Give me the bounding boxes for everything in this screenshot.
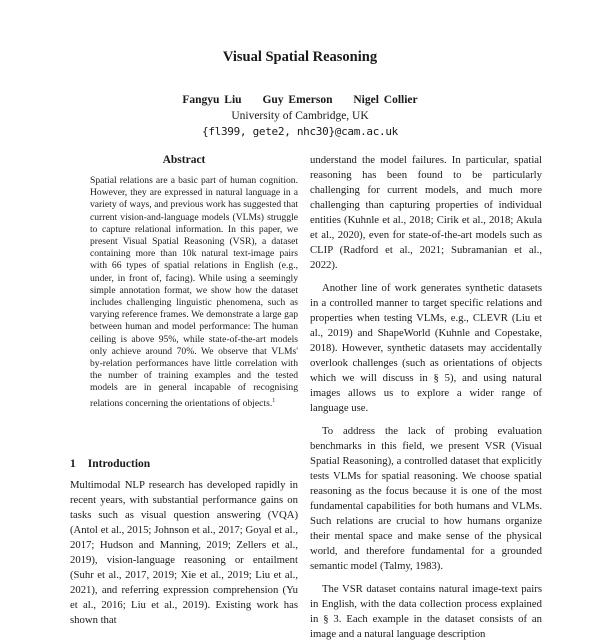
- author-name: Fangyu Liu: [182, 94, 242, 106]
- section-heading-introduction: [70, 458, 298, 470]
- footnote-mark: 1: [272, 397, 276, 404]
- section-title: Introduction: [87, 458, 151, 470]
- author-name: Guy Emerson: [262, 94, 333, 106]
- abstract-body: [90, 175, 298, 410]
- paragraph: The VSR dataset contains natural image-text pairs in English, with the data collection process explained in § 3. Each example in the dataset consists of an image and a natural language description: [310, 583, 542, 640]
- introduction-left-column: [70, 478, 298, 628]
- author-list: [0, 94, 600, 106]
- abstract-text: Spatial relations are a basic part of human cognition. However, they are expressed in natural language in a variety of ways, and previous work has suggested that current vision-and-language models (VLMs) struggle to capture relational information. In this paper, we present Visual Spatial Reasoning (VSR), a dataset containing more than 10k natural text-image pairs with 66 types of spatial relations in English (e.g., under, in front of, facing). While using a seemingly simple annotation format, we show how the dataset includes challenging linguistic phenomena, such as varying reference frames. We demonstrate a large gap between human and model performance: The human ceiling is above 95%, while state-of-the-art models only achieve around 70%. We observe that VLMs' by-relation performances have little correlation with the number of training examples and the tested models are in general incapable of recognising relations concerning the orientations of objects.: [90, 175, 298, 409]
- paragraph: To address the lack of probing evaluation benchmarks in this field, we present VSR (Visual Spatial Reasoning), a controlled dataset that explicitly tests VLMs for spatial reasoning. We choose spatial reasoning as the focus because it is one of the most fundamental capabilities for both humans and VLMs. Such relations are crucial to how humans organize their mental space and make sense of the physical world, and therefore fundamental for a grounded semantic model (Talmy, 1983).: [310, 425, 542, 572]
- affiliation: University of Cambridge, UK: [231, 110, 369, 122]
- author-name: Nigel Collier: [353, 94, 418, 106]
- paper-title: Visual Spatial Reasoning: [222, 49, 378, 65]
- abstract-heading: Abstract: [162, 154, 206, 166]
- paragraph: understand the model failures. In particular, spatial reasoning has been found to be particularly challenging for current models, and much more challenging than capturing properties of individual entities (Kuhnle et al., 2018; Cirik et al., 2018; Akula et al., 2020), even for state-of-the-art models such as CLIP (Radford et al., 2021; Subramanian et al., 2022).: [310, 154, 542, 271]
- right-column: [310, 153, 542, 640]
- paragraph: Multimodal NLP research has developed rapidly in recent years, with substantial performance gains on tasks such as visual question answering (VQA) (Antol et al., 2015; Johnson et al., 2017; Goyal et al., 2017; Hudson and Manning, 2019; Zellers et al., 2019), vision-language reasoning or entailment (Suhr et al., 2017, 2019; Xie et al., 2019; Liu et al., 2021), and referring expression comprehension (Yu et al., 2016; Liu et al., 2019). Existing work has shown that: [70, 479, 298, 626]
- section-number: 1: [70, 458, 76, 470]
- author-emails: {fl399, gete2, nhc30}@cam.ac.uk: [202, 125, 398, 138]
- paragraph: Another line of work generates synthetic datasets in a controlled manner to target specific relations and properties when testing VLMs, e.g., CLEVR (Liu et al., 2019) and ShapeWorld (Kuhnle and Copestake, 2018). However, synthetic datasets may accidentally overlook challenges (such as orientations of objects which we will discuss in § 5), and using natural images allows us to explore a wider range of language use.: [310, 282, 542, 414]
